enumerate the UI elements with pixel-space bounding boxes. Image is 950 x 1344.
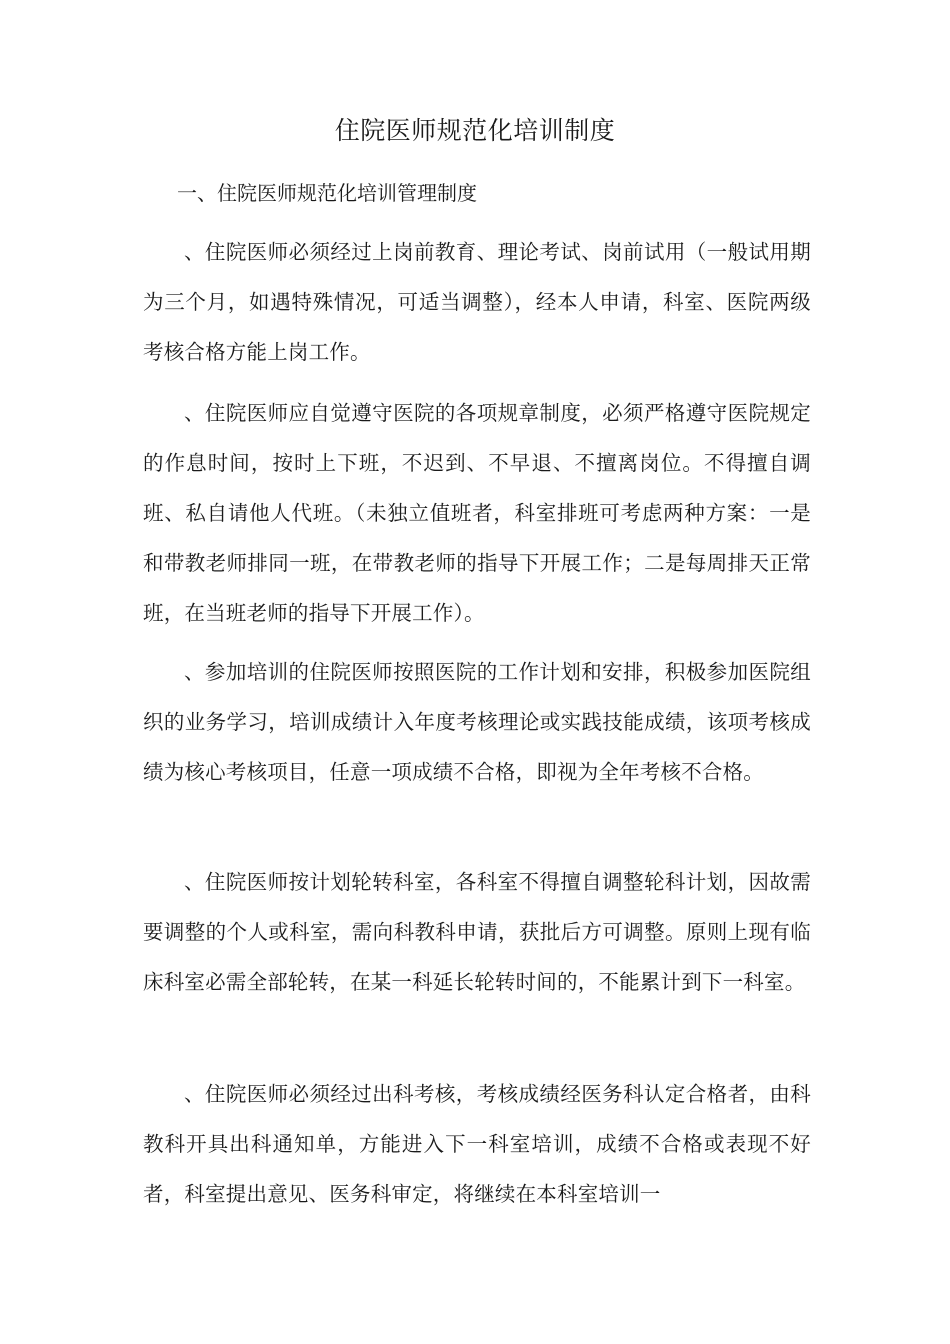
paragraph-work-discipline: 、住院医师应自觉遵守医院的各项规章制度，必须严格遵守医院规定的作息时间，按时上下班，不迟到、不早退、不擅离岗位。不得擅自调班、私自请他人代班。（未独立值班者，科室排班可考虑两种方案：一是和带教老师排同一班，在带教老师的指导下开展工作；二是每周排天正常班，在当班老师的指导下开展工作）。 — [143, 401, 811, 625]
paragraph-exit-assessment: 、住院医师必须经过出科考核，考核成绩经医务科认定合格者，由科教科开具出科通知单，方能进入下一科室培训，成绩不合格或表现不好者，科室提出意见、医务科审定，将继续在本科室培训一 — [143, 1082, 811, 1206]
paragraph-pre-job-training: 、住院医师必须经过上岗前教育、理论考试、岗前试用（一般试用期为三个月，如遇特殊情况，可适当调整），经本人申请，科室、医院两级考核合格方能上岗工作。 — [143, 240, 811, 364]
paragraph-department-rotation: 、住院医师按计划轮转科室，各科室不得擅自调整轮科计划，因故需要调整的个人或科室，需向科教科申请，获批后方可调整。原则上现有临床科室必需全部轮转，在某一科延长轮转时间的，不能累计到下一科室。 — [143, 870, 811, 994]
section-heading: 一、住院医师规范化培训管理制度 — [177, 181, 477, 205]
paragraph-training-participation: 、参加培训的住院医师按照医院的工作计划和安排，积极参加医院组织的业务学习，培训成绩计入年度考核理论或实践技能成绩，该项考核成绩为核心考核项目，任意一项成绩不合格，即视为全年考核不合格。 — [143, 660, 811, 784]
document-title: 住院医师规范化培训制度 — [334, 116, 616, 145]
